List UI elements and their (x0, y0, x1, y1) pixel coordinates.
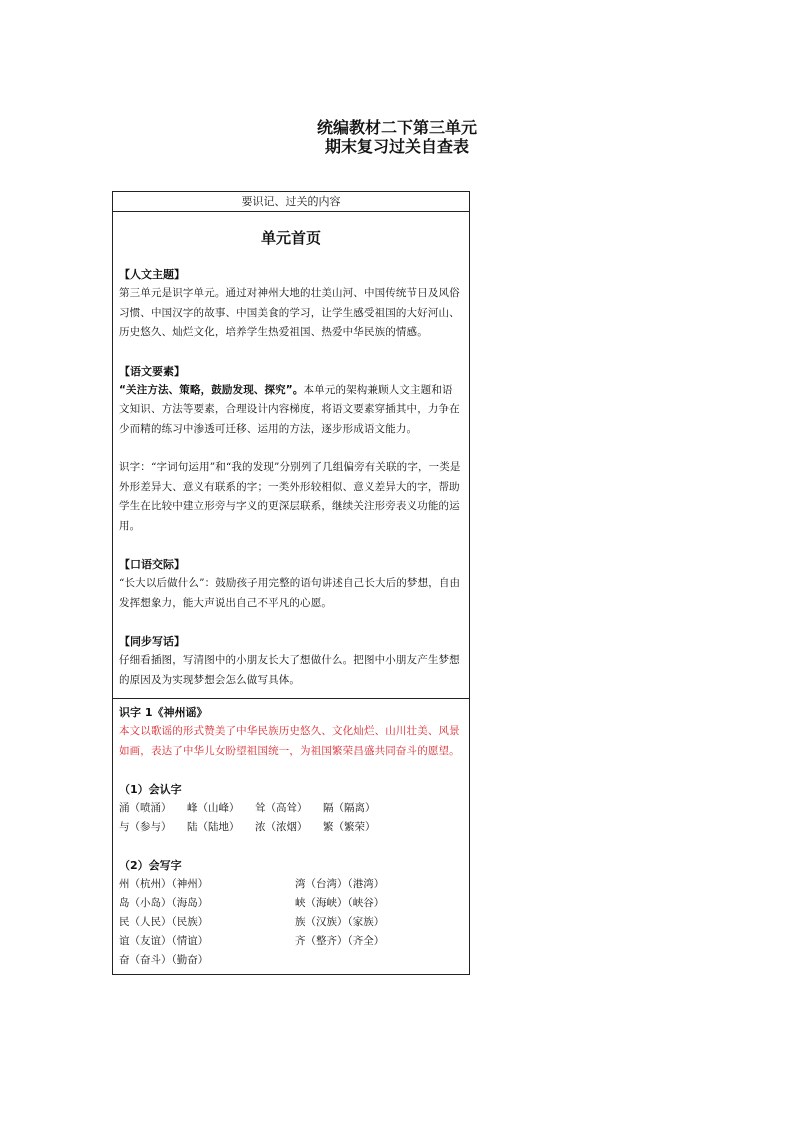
document-title (220, 118, 574, 156)
recognize-word: 浓（浓烟） (255, 821, 308, 833)
write-word: 湾（台湾）（港湾） (295, 878, 385, 890)
title-line-1: 统编教材二下第三单元 (316, 118, 477, 137)
language-heading: 【语文要素】 (119, 364, 185, 378)
write-word: 民（人民）（民族） (119, 916, 209, 928)
recognize-row (119, 799, 463, 818)
literacy-text: 识字：“字词句运用”和“我的发现”分别列了几组偏旁有关联的字，一类是外形差异大、意义有联系的字；一类外形较相似、意义差异大的字，帮助学生在比较中建立形旁与字义的更深层联系，继续关注形旁表义功能的运用。 (119, 461, 461, 532)
lesson1-cell (113, 699, 469, 974)
write-word: 谊（友谊）（情谊） (119, 935, 209, 947)
review-table (112, 191, 470, 975)
language-lead: “关注方法、策略，鼓励发现、探究”。 (119, 383, 304, 396)
recognize-word: 隔（隔离） (323, 802, 376, 814)
write-word: 族（汉族）（家族） (295, 916, 385, 928)
write-word: 州（杭州）（神州） (119, 878, 209, 890)
write-word: 岛（小岛）（海岛） (119, 897, 209, 909)
table-header: 要识记、过关的内容 (113, 192, 469, 212)
write-row (119, 913, 463, 932)
title-line-2: 期末复习过关自查表 (324, 137, 469, 156)
writing-heading: 【同步写话】 (119, 635, 185, 648)
write-word: 峡（海峡）（峡谷） (295, 897, 385, 909)
recognize-word: 与（参与） (119, 821, 172, 833)
recognize-heading: （1）会认字 (119, 783, 182, 796)
language-paragraph (119, 381, 463, 440)
recognize-word: 耸（高耸） (255, 802, 308, 814)
lesson1-summary: 本文以歌谣的形式赞美了中华民族历史悠久、文化灿烂、山川壮美、风景如画，表达了中华儿女盼望祖国统一，为祖国繁荣昌盛共同奋斗的愿望。 (119, 725, 460, 757)
writing-text: 仔细看插图，写清图中的小朋友长大了想做什么。把图中小朋友产生梦想的原因及为实现梦想会怎么做写具体。 (119, 654, 460, 686)
language-text: 本单元的架构兼顾人文主题和语文知识、方法等要素，合理设计内容梯度，将语文要素穿插其中，力争在少而精的练习中渗透可迁移、运用的方法，逐步形成语文能力。 (119, 383, 460, 435)
write-row (119, 932, 463, 951)
humanity-text: 第三单元是识字单元。通过对神州大地的壮美山河、中国传统节日及风俗习惯、中国汉字的故事、中国美食的学习，让学生感受祖国的大好河山、历史悠久、灿烂文化，培养学生热爱祖国、热爱中华民族的情感。 (119, 287, 460, 338)
unit-home-title: 单元首页 (260, 229, 321, 247)
lesson1-title: 识字 1《神州谣》 (119, 706, 208, 719)
write-row (119, 875, 463, 894)
recognize-word: 繁（繁荣） (323, 821, 376, 833)
recognize-row (119, 818, 463, 837)
recognize-word: 陆（陆地） (187, 821, 240, 833)
write-row (119, 894, 463, 913)
write-word: 奋（奋斗）（勤奋） (119, 954, 209, 966)
recognize-word: 涌（喷涌） (119, 802, 172, 814)
oral-text: “长大以后做什么”：鼓励孩子用完整的语句讲述自己长大后的梦想，自由发挥想象力，能大声说出自己不平凡的心愿。 (119, 577, 461, 609)
recognize-word: 峰（山峰） (187, 802, 240, 814)
unit-home-cell (113, 212, 469, 699)
oral-heading: 【口语交际】 (119, 558, 185, 571)
write-heading: （2）会写字 (119, 859, 182, 872)
write-row (119, 951, 463, 970)
humanity-heading: 【人文主题】 (119, 268, 185, 281)
write-word: 齐（整齐）（齐全） (295, 935, 385, 947)
